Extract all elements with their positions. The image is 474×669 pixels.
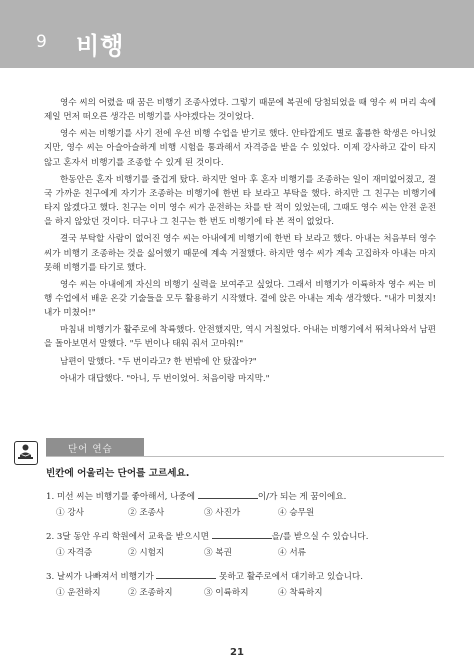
option-2[interactable]: ② 조종사 xyxy=(128,508,165,518)
story-paragraph: 마침내 비행기가 활주로에 착륙했다. 안전했지만, 역시 거칠었다. 아내는 비행기에서 뛰쳐나와서 남편을 돌아보면서 말했다. "두 번이나 태워 줘서 고마워!" xyxy=(44,325,436,350)
chapter-header xyxy=(0,0,474,68)
story-paragraph: 아내가 대답했다. "아니, 두 번이었어. 처음이랑 마지막." xyxy=(60,374,270,384)
page-number: 21 xyxy=(230,647,244,658)
question-stem xyxy=(46,570,446,586)
exercise-instruction: 빈칸에 어울리는 단어를 고르세요. xyxy=(46,468,190,479)
story-paragraph: 영수 씨는 아내에게 자신의 비행기 실력을 보여주고 싶었다. 그래서 비행기가 이륙하자 영수 씨는 비행 수업에서 배운 온갖 기술들을 모두 활용하기 시작했다. 곁에 앉은 아내는 계속 생각했다. "내가 미쳤지! 내가 미쳤어!" xyxy=(44,279,436,319)
story-paragraph: 남편이 말했다. "두 번이라고? 한 번밖에 안 탔잖아?" xyxy=(60,356,257,367)
question-text-before: 1. 미선 씨는 비행기를 좋아해서, 나중에 xyxy=(46,492,198,502)
question-stem xyxy=(46,490,446,506)
answer-blank[interactable] xyxy=(156,570,216,579)
chapter-title: 비행 xyxy=(76,32,125,60)
answer-blank[interactable] xyxy=(198,490,258,499)
question-text-before: 3. 날씨가 나빠져서 비행기가 xyxy=(46,572,157,582)
story-paragraph: 영수 씨의 어렸을 때 꿈은 비행기 조종사였다. 그렇기 때문에 복권에 당첨되었을 때 영수 씨 머리 속에 제일 먼저 떠오른 생각은 비행기를 사야겠다는 것이었다. xyxy=(44,98,436,123)
question-text-after: 이/가 되는 게 꿈이에요. xyxy=(257,492,347,502)
answer-options xyxy=(46,546,446,560)
option-2[interactable]: ② 시험지 xyxy=(128,548,165,558)
question-text-after: 못하고 활주로에서 대기하고 있습니다. xyxy=(216,572,363,582)
option-1[interactable]: ① 강사 xyxy=(56,508,84,518)
answer-options xyxy=(46,506,446,520)
answer-options xyxy=(46,586,446,600)
option-3[interactable]: ③ 사진가 xyxy=(204,508,241,518)
option-1[interactable]: ① 자격증 xyxy=(56,548,93,558)
question-text-before: 2. 3달 동안 우리 학원에서 교육을 받으시면 xyxy=(46,532,212,542)
question-2 xyxy=(46,530,446,560)
section-divider xyxy=(46,456,444,457)
question-stem xyxy=(46,530,446,546)
story-text xyxy=(44,96,436,389)
option-4[interactable]: ④ 승무원 xyxy=(278,508,315,518)
question-1 xyxy=(46,490,446,520)
answer-blank[interactable] xyxy=(212,530,272,539)
question-text-after: 을/를 받으실 수 있습니다. xyxy=(271,532,369,542)
reader-at-desk-icon xyxy=(14,441,38,465)
section-label: 단어 연습 xyxy=(68,444,113,455)
story-paragraph: 한동안은 혼자 비행기를 즐겁게 탔다. 하지만 얼마 후 혼자 비행기를 조종하는 일이 재미없어졌고, 결국 가까운 친구에게 자기가 조종하는 비행기에 한번 타 보라고 부탁을 했다. 하지만 그 친구는 비행기에 타지 않겠다고 했다. 친구는 이미 영수 씨가 운전하는 차를 탄 적이 있었는데, 그때도 영수 씨는 안전 운전을 하지 않았던 것이다. 더구나 그 친구는 한 번도 비행기에 타 본 적이 없었다. xyxy=(44,174,436,228)
option-1[interactable]: ① 운전하지 xyxy=(56,588,101,598)
story-paragraph: 결국 부탁할 사람이 없어진 영수 씨는 아내에게 비행기에 한번 타 보라고 했다. 아내는 처음부터 영수 씨가 비행기 조종하는 것을 싫어했기 때문에 계속 거절했다. 하지만 영수 씨가 계속 고집하자 아내는 마지못해 비행기를 타기로 했다. xyxy=(44,234,436,273)
option-4[interactable]: ④ 착륙하지 xyxy=(278,588,323,598)
section-tab xyxy=(46,438,144,456)
option-4[interactable]: ④ 서류 xyxy=(278,548,306,558)
option-3[interactable]: ③ 복권 xyxy=(204,548,232,558)
option-3[interactable]: ③ 이륙하지 xyxy=(204,588,249,598)
question-3 xyxy=(46,570,446,600)
option-2[interactable]: ② 조종하지 xyxy=(128,588,173,598)
chapter-number: 9 xyxy=(36,32,47,52)
story-paragraph: 영수 씨는 비행기를 사기 전에 우선 비행 수업을 받기로 했다. 안타깝게도 별로 훌륭한 학생은 아니었지만, 영수 씨는 아슬아슬하게 비행 시험을 통과해서 자격증을 받을 수 있었다. 이제 강사하고 같이 타지 않고 혼자서 비행기를 조종할 수 있게 된 것이다. xyxy=(44,129,436,168)
